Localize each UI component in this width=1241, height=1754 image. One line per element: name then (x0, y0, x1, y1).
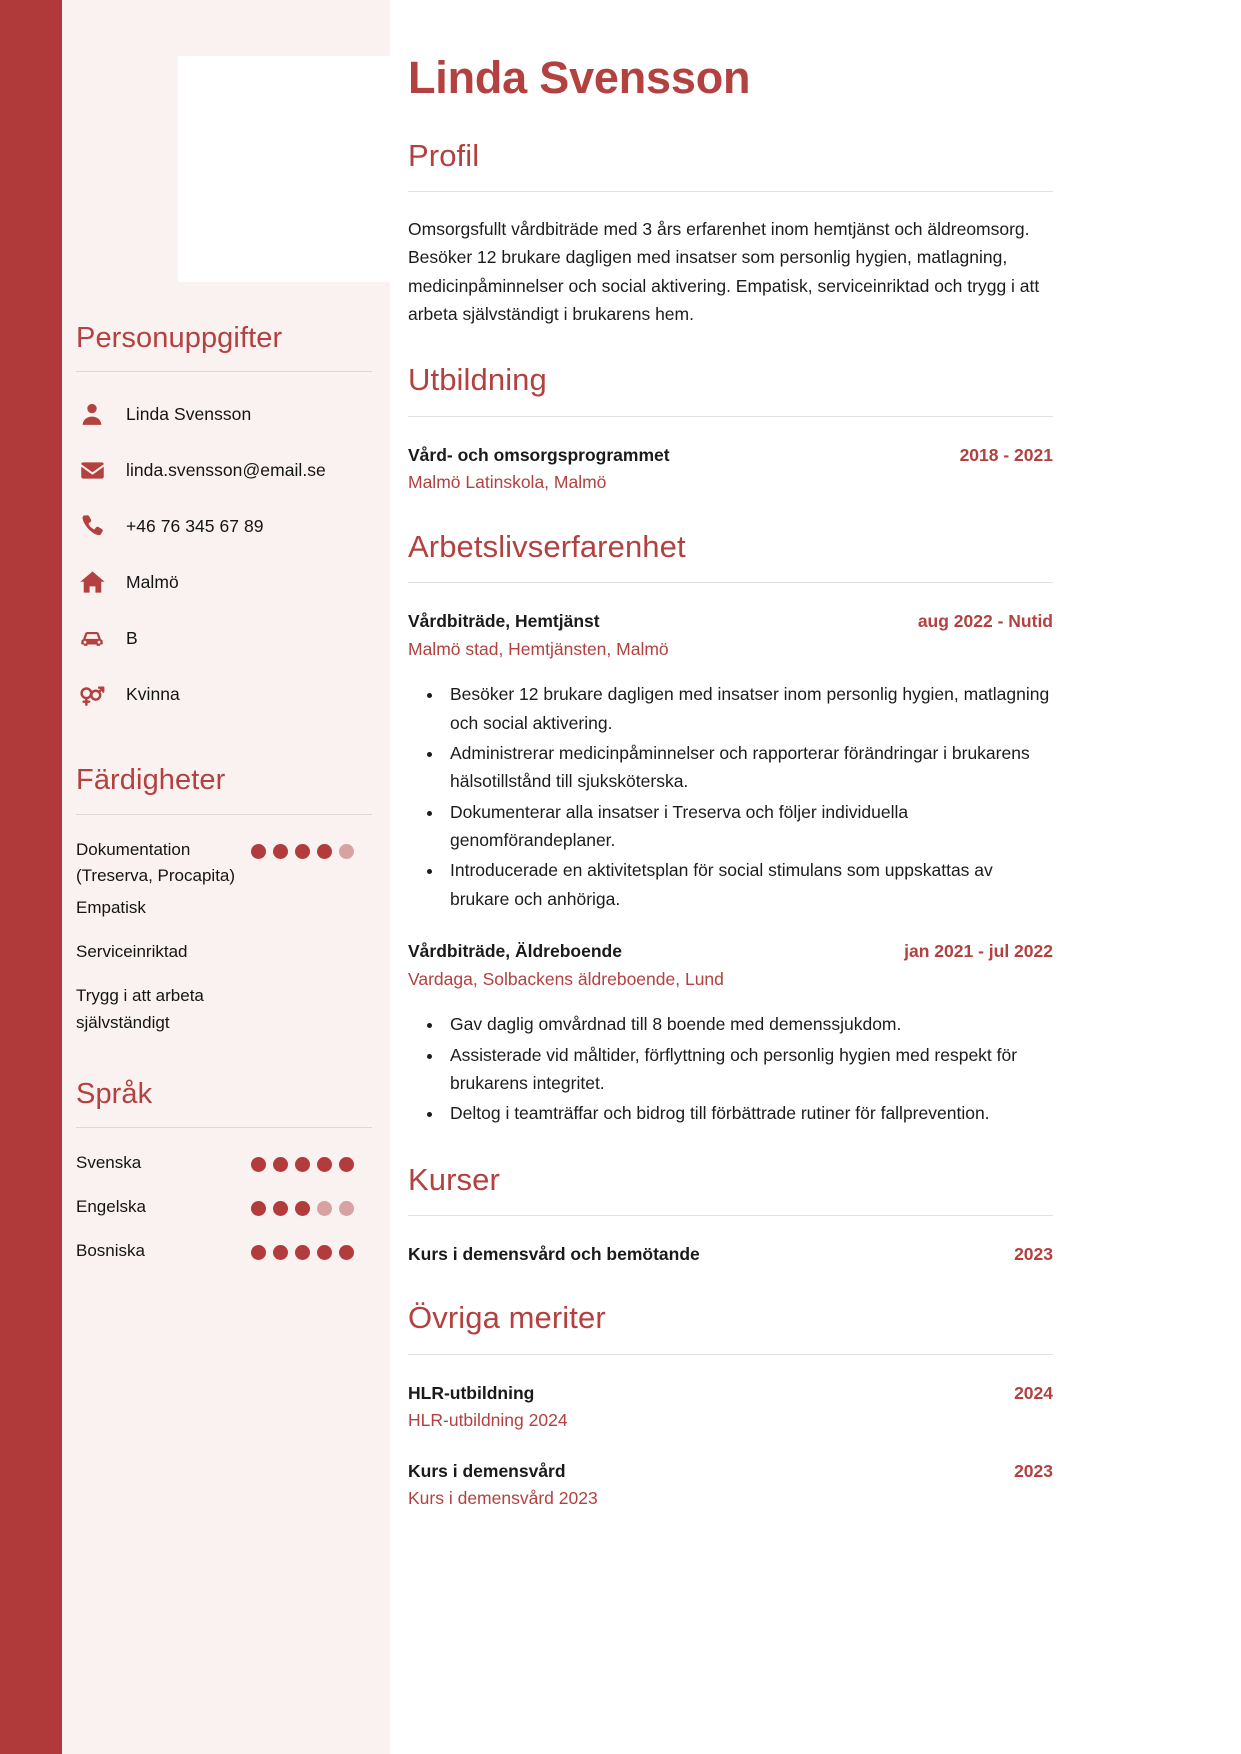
rating-dot (317, 1245, 332, 1260)
bullet-item: • Besöker 12 brukare dagligen med insatser inom personlig hygien, matlagning och social aktivering. (444, 680, 1053, 737)
contact-value: linda.svensson@email.se (126, 459, 326, 480)
merit-entry-date: 2024 (1014, 1382, 1053, 1403)
sidebar (62, 0, 390, 1754)
merit-entry-header (408, 1460, 1053, 1484)
contact-row (76, 610, 354, 666)
languages-section (76, 1078, 354, 1128)
divider (408, 191, 1053, 192)
merit-entry (408, 1382, 1053, 1433)
course-entry-date: 2023 (1014, 1243, 1053, 1264)
education-section (408, 361, 1053, 494)
divider (76, 371, 372, 372)
merit-entry-title: Kurs i demensvård (408, 1460, 566, 1481)
contact-value: Malmö (126, 571, 179, 592)
phone-icon (78, 512, 106, 540)
contact-value: Kvinna (126, 683, 180, 704)
experience-entry (408, 610, 1053, 913)
bullet-item: • Deltog i teamträffar och bidrog till förbättrade rutiner för fallprevention. (444, 1099, 1053, 1127)
rating-dot (251, 1157, 266, 1172)
car-icon (78, 624, 106, 652)
merit-entry-title: HLR-utbildning (408, 1382, 535, 1403)
skill-row-label: Empatisk (76, 898, 146, 918)
education-heading: Utbildning (408, 362, 547, 398)
experience-entry-subtitle: Malmö stad, Hemtjänsten, Malmö (408, 638, 669, 659)
rating-dot (339, 1201, 354, 1216)
courses-list (408, 1243, 1053, 1267)
rating-dot (317, 844, 332, 859)
language-row-rating (251, 1150, 354, 1172)
bullet-item: • Gav daglig omvårdnad till 8 boende med demenssjukdom. (444, 1010, 1053, 1038)
other-merits-list (408, 1382, 1053, 1512)
merit-entry (408, 1460, 1053, 1511)
courses-section (408, 1161, 1053, 1267)
rating-dot (339, 1157, 354, 1172)
contact-row (76, 442, 354, 498)
skill-row (76, 977, 354, 1036)
skill-row-label: Serviceinriktad (76, 942, 188, 962)
contact-list (76, 386, 354, 722)
experience-entry-header (408, 610, 1053, 634)
experience-list (408, 610, 1053, 1128)
skills-section (76, 764, 354, 814)
rating-dot (273, 1245, 288, 1260)
language-row-label: Svenska (76, 1153, 142, 1173)
experience-entry (408, 940, 1053, 1128)
language-row-label: Bosniska (76, 1241, 145, 1261)
other-merits-heading: Övriga meriter (408, 1300, 606, 1336)
contact-value: B (126, 627, 138, 648)
skills-heading: Färdigheter (76, 764, 226, 797)
profile-photo-placeholder (178, 56, 400, 282)
bullet-item: • Dokumenterar alla insatser i Treserva och följer individuella genomförandeplaner. (444, 798, 1053, 855)
profile-section (408, 137, 1053, 329)
divider (76, 1127, 372, 1128)
experience-entry-date: jan 2021 - jul 2022 (904, 940, 1053, 961)
rating-dot (295, 844, 310, 859)
language-row-rating (251, 1238, 354, 1260)
rating-dot (295, 1245, 310, 1260)
merit-entry-subtitle: HLR-utbildning 2024 (408, 1410, 568, 1431)
rating-dot (317, 1157, 332, 1172)
person-icon (78, 400, 106, 428)
language-row (76, 1144, 354, 1188)
rating-dot (273, 1201, 288, 1216)
bullet-item: • Introducerade en aktivitetsplan för social stimulans som uppskattas av brukare och anhöriga. (444, 856, 1053, 913)
divider (76, 814, 372, 815)
rating-dot (251, 1201, 266, 1216)
contact-value: +46 76 345 67 89 (126, 515, 264, 536)
experience-entry-date: aug 2022 - Nutid (917, 610, 1053, 631)
contact-row (76, 666, 354, 722)
courses-heading: Kurser (408, 1161, 500, 1197)
contact-row (76, 386, 354, 442)
rating-dot (339, 1245, 354, 1260)
experience-entry-header (408, 940, 1053, 964)
experience-heading: Arbetslivserfarenhet (408, 528, 686, 564)
skill-row-rating (251, 837, 354, 859)
course-entry-title: Kurs i demensvård och bemötande (408, 1243, 700, 1264)
gender-icon (78, 680, 106, 708)
education-list (408, 444, 1053, 495)
divider (408, 1354, 1053, 1355)
house-icon (78, 568, 106, 596)
contact-row (76, 554, 354, 610)
skill-row-label: Dokumentation (Treserva, Procapita) (76, 839, 236, 886)
divider (408, 416, 1053, 417)
education-entry-title: Vård- och omsorgsprogrammet (408, 444, 670, 465)
rating-dot (295, 1201, 310, 1216)
experience-entry-subtitle: Vardaga, Solbackens äldreboende, Lund (408, 968, 724, 989)
envelope-icon (78, 456, 106, 484)
profile-text: Omsorgsfullt vårdbiträde med 3 års erfarenhet inom hemtjänst och äldreomsorg. Besöker 12 brukare dagligen med insatser som personlig hygien, matlagning, medicinpåminnelser och social aktivering. Empatisk, serviceinriktad och trygg i att arbeta självständigt i brukarens hem. (408, 218, 1040, 324)
rating-dot (273, 1157, 288, 1172)
skill-row (76, 831, 354, 890)
language-row (76, 1232, 354, 1276)
experience-section (408, 528, 1053, 1128)
left-accent-bar (0, 0, 62, 1754)
merit-entry-subtitle: Kurs i demensvård 2023 (408, 1488, 598, 1509)
education-entry (408, 444, 1053, 495)
bullet-item: • Administrerar medicinpåminnelser och rapporterar förändringar i brukarens hälsotillstånd till sjuksköterska. (444, 739, 1053, 796)
language-row (76, 1188, 354, 1232)
rating-dot (339, 844, 354, 859)
education-entry-date: 2018 - 2021 (959, 444, 1053, 465)
experience-entry-bullets (408, 1010, 1053, 1127)
main-content (390, 0, 1241, 1754)
rating-dot (317, 1201, 332, 1216)
rating-dot (295, 1157, 310, 1172)
skill-row-label: Trygg i att arbeta självständigt (76, 986, 204, 1032)
merit-entry-date: 2023 (1014, 1460, 1053, 1481)
experience-entry-bullets (408, 680, 1053, 913)
experience-entry-title: Vårdbiträde, Hemtjänst (408, 610, 600, 631)
rating-dot (251, 844, 266, 859)
merit-entry-header (408, 1382, 1053, 1406)
other-merits-section (408, 1299, 1053, 1511)
personal-details-heading: Personuppgifter (76, 322, 283, 354)
contact-row (76, 498, 354, 554)
divider (408, 582, 1053, 583)
education-entry-subtitle: Malmö Latinskola, Malmö (408, 472, 607, 493)
bullet-item: • Assisterade vid måltider, förflyttning och personlig hygien med respekt för brukarens integritet. (444, 1041, 1053, 1098)
skills-list (76, 831, 354, 1036)
skill-row (76, 933, 354, 977)
divider (408, 1215, 1053, 1216)
skill-row (76, 889, 354, 933)
languages-list (76, 1144, 354, 1276)
profile-heading: Profil (408, 137, 480, 173)
rating-dot (251, 1245, 266, 1260)
course-entry-header (408, 1243, 1053, 1267)
languages-heading: Språk (76, 1078, 153, 1111)
course-entry (408, 1243, 1053, 1267)
rating-dot (273, 844, 288, 859)
education-entry-header (408, 444, 1053, 468)
language-row-rating (251, 1194, 354, 1216)
contact-value: Linda Svensson (126, 403, 252, 424)
experience-entry-title: Vårdbiträde, Äldreboende (408, 940, 622, 961)
page-title: Linda Svensson (408, 52, 751, 103)
language-row-label: Engelska (76, 1197, 146, 1217)
personal-details-section (76, 322, 354, 372)
